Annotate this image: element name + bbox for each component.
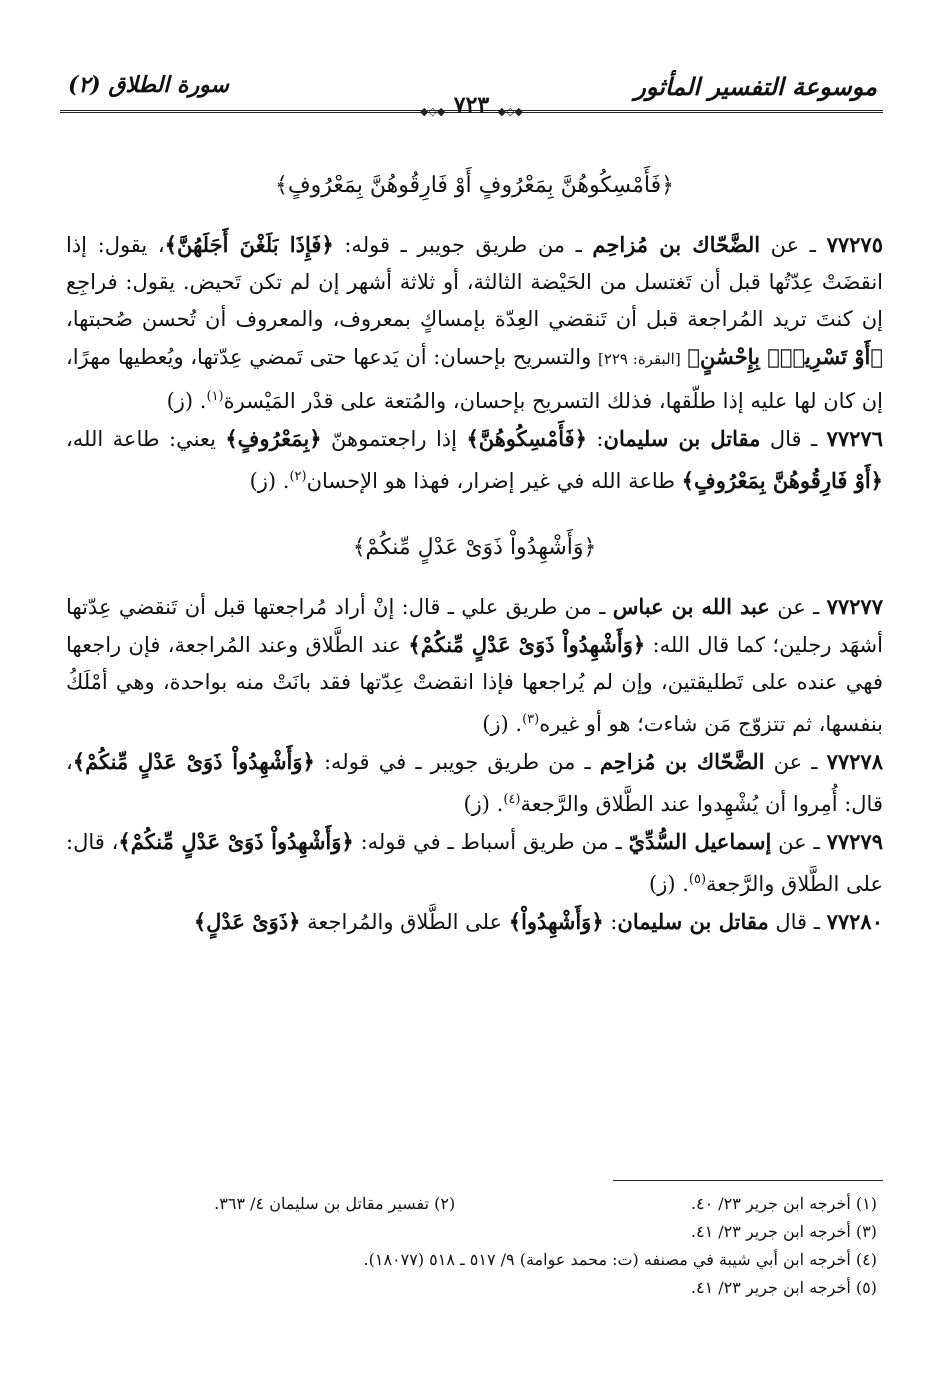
quran-quote: ﴿وَأَشْهِدُواْ ذَوَىْ عَدْلٍ مِّنكُمْ﴾: [72, 749, 315, 774]
footnotes: [66, 1190, 877, 1302]
entry-number: ٧٧٢٧٩: [826, 829, 883, 854]
narrator-name: مقاتل بن سليمان: [603, 426, 761, 451]
quran-quote: ﴿أَوْ تَسْرِيحُۢ بِإِحْسَٰنٍ﴾: [687, 344, 883, 369]
quran-quote: ﴿وَأَشْهِدُواْ﴾: [508, 909, 604, 934]
book-title: موسوعة التفسير المأثور: [634, 72, 877, 101]
footnote-ref: (١): [206, 389, 224, 404]
section-spacer: [66, 500, 883, 530]
verse-citation: [البقرة: ٢٢٩]: [597, 350, 681, 368]
footnote-ref: (٣): [522, 712, 540, 727]
entry-number: ٧٧٢٧٧: [826, 594, 883, 619]
footnote: (٤) أخرجه ابن أبي شيبة في مصنفه (ت: محمد عوامة) ٩/ ٥١٧ ـ ٥١٨ (١٨٠٧٧).: [363, 1250, 877, 1269]
footnote: (٣) أخرجه ابن جرير ٢٣/ ٤١.: [690, 1222, 877, 1241]
narration-entry: ٧٧٢٨٠ ـ قال مقاتل بن سليمان: ﴿وَأَشْهِدُواْ﴾ على الطَّلاق والمُراجعة ﴿ذَوَىْ عَدْلٍ﴾: [193, 909, 883, 934]
entry-number: ٧٧٢٧٦: [826, 426, 883, 451]
narrator-name: الضَّحّاك بن مُزاحِم: [592, 232, 761, 257]
page-body: [66, 168, 883, 941]
footnote-row: [66, 1190, 877, 1218]
narration-entry: ٧٧٢٧٥ ـ عن الضَّحّاك بن مُزاحِم ـ من طريق جويبر ـ قوله: ﴿فَإِذَا بَلَغْنَ أَجَلَهُنَّ﴾، يقول: إذا انقضَتْ عِدّتُها قبل أن تَغتسل من الحَيْضة الثالثة، أو ثلاثة أشهر إن لم تكن تَحيض. يقول: فراجِع إن كنتَ تريد المُراجعة قبل أن تَنقضي العِدّة بإمساكٍ بمعروف، والمعروف أن تُحسن صُحبتها، ﴿أَوْ تَسْرِيحُۢ بِإِحْسَٰنٍ﴾ [البقرة: ٢٢٩] والتسريح بإحسان: أن يَدعها حتى تَمضي عِدّتها، ويُعطيها مهرًا، إن كان لها عليه إذا طلّقها، فذلك التسريح بإحسان، والمُتعة على قدْر المَيْسرة$^{(١)}$. (ز): [66, 232, 883, 413]
section-heading: ﴿وَأَشْهِدُواْ ذَوَىْ عَدْلٍ مِّنكُمْ﴾: [352, 535, 597, 560]
entry-number: ٧٧٢٧٨: [826, 749, 883, 774]
page-number: ٧٢٣: [453, 92, 490, 118]
surah-label: سورة الطلاق (٢): [68, 72, 229, 98]
page-header: [60, 68, 883, 120]
narrator-name: إسماعيل السُّدِّيّ: [628, 829, 772, 854]
narrator-name: مقاتل بن سليمان: [617, 909, 769, 934]
quran-quote: ﴿وَأَشْهِدُواْ ذَوَىْ عَدْلٍ مِّنكُمْ﴾: [408, 632, 646, 657]
footnote-ref: (٥): [688, 872, 707, 887]
entry-number: ٧٧٢٨٠: [826, 909, 883, 934]
quran-quote: ﴿فَإِذَا بَلَغْنَ أَجَلَهُنَّ﴾: [164, 232, 334, 257]
narration-entry: ٧٧٢٧٩ ـ عن إسماعيل السُّدِّيّ ـ من طريق أسباط ـ في قوله: ﴿وَأَشْهِدُواْ ذَوَىْ عَدْلٍ مِّنكُمْ﴾، قال: على الطَّلاق والرَّجعة$^{(٥)}$. (ز): [66, 829, 883, 896]
footnote-rule: [613, 1180, 883, 1181]
narration-entry: ٧٧٢٧٦ ـ قال مقاتل بن سليمان: ﴿فَأَمْسِكُوهُنَّ﴾ إذا راجعتموهنّ ﴿بِمَعْرُوفٍ﴾ يعني: طاعة الله، ﴿أَوْ فَارِقُوهُنَّ بِمَعْرُوفٍ﴾ طاعة الله في غير إضرار، فهذا هو الإحسان$^{(٢)}$. (ز): [66, 426, 883, 493]
quran-quote: ﴿أَوْ فَارِقُوهُنَّ بِمَعْرُوفٍ﴾: [681, 468, 883, 493]
footnote: (٥) أخرجه ابن جرير ٢٣/ ٤١.: [690, 1278, 877, 1297]
footnote-ref: (٢): [289, 469, 307, 484]
footnote-ref: (٤): [503, 792, 521, 807]
quran-quote: ﴿فَأَمْسِكُوهُنَّ﴾: [466, 426, 587, 451]
narration-entry: ٧٧٢٧٧ ـ عن عبد الله بن عباس ـ من طريق علي ـ قال: إنْ أراد مُراجعتها قبل أن تَنقضي عِدّتها أشهَد رجلين؛ كما قال الله: ﴿وَأَشْهِدُواْ ذَوَىْ عَدْلٍ مِّنكُمْ﴾ عند الطَّلاق وعند المُراجعة، فإن راجعها فهي عنده على تَطليقتين، وإن لم يُراجعها فإذا انقضتْ عِدّتها فقد بانَتْ منه بواحدة، وهي أمْلَكُ بنفسها، ثم تتزوّج مَن شاءت؛ هو أو غيره$^{(٣)}$. (ز): [66, 594, 883, 736]
narrator-name: الضَّحّاك بن مُزاحِم: [599, 749, 765, 774]
quran-quote: ﴿بِمَعْرُوفٍ﴾: [225, 426, 322, 451]
footnote: (٢) تفسير مقاتل بن سليمان ٤/ ٣٦٣.: [214, 1194, 456, 1213]
ornament-icon: ◆◇◆: [497, 105, 523, 118]
narrator-name: عبد الله بن عباس: [612, 594, 770, 619]
ornament-icon: ◆◇◆: [420, 105, 446, 118]
quran-quote: ﴿ذَوَىْ عَدْلٍ﴾: [193, 909, 301, 934]
footnote: (١) أخرجه ابن جرير ٢٣/ ٤٠.: [690, 1194, 877, 1213]
narration-entry: ٧٧٢٧٨ ـ عن الضَّحّاك بن مُزاحِم ـ من طريق جويبر ـ في قوله: ﴿وَأَشْهِدُواْ ذَوَىْ عَدْلٍ مِّنكُمْ﴾، قال: أُمِروا أن يُشْهِدوا عند الطَّلاق والرَّجعة$^{(٤)}$. (ز): [66, 749, 883, 816]
section-heading: ﴿فَأَمْسِكُوهُنَّ بِمَعْرُوفٍ أَوْ فَارِقُوهُنَّ بِمَعْرُوفٍ﴾: [274, 173, 675, 198]
entry-number: ٧٧٢٧٥: [826, 232, 883, 257]
quran-quote: ﴿وَأَشْهِدُواْ ذَوَىْ عَدْلٍ مِّنكُمْ﴾: [118, 829, 354, 854]
